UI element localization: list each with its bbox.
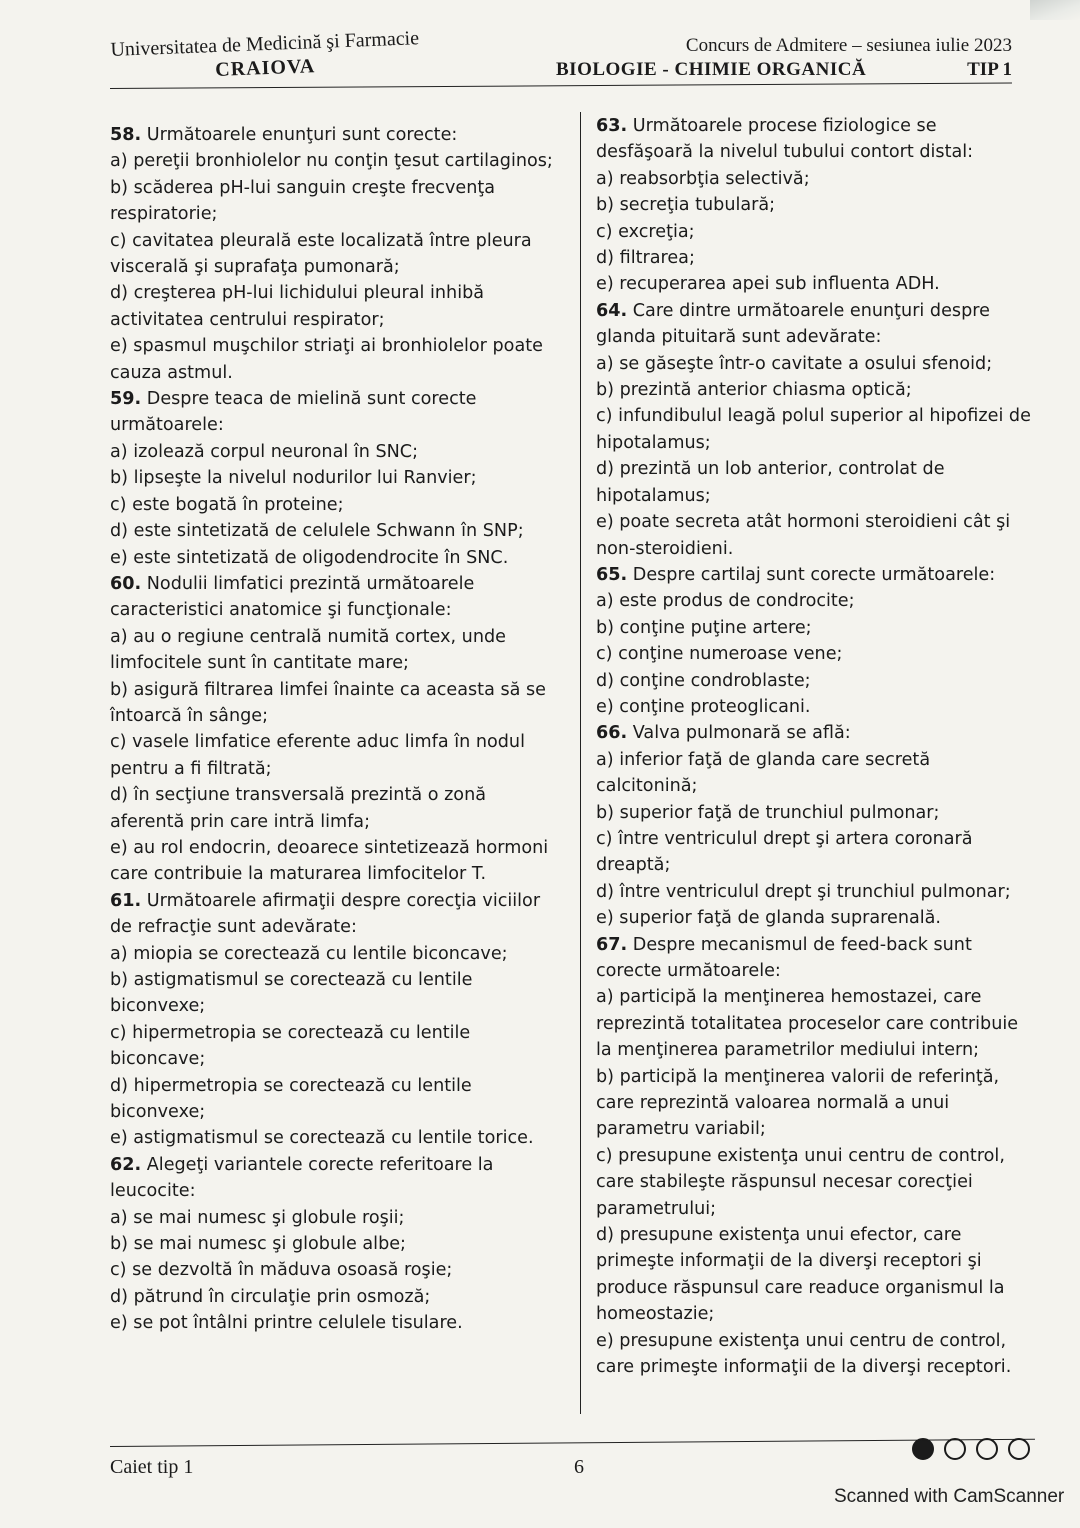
answer-option: c) vasele limfatice eferente aduc limfa în nodul pentru a fi filtrată;	[110, 732, 525, 779]
footer-rule	[110, 1439, 1035, 1447]
answer-option: c) excreţia;	[596, 221, 695, 242]
answer-option: e) presupune existenţa unui centru de control, care primeşte informaţii de la diverşi receptori.	[596, 1330, 1012, 1378]
answer-option: e) conţine proteoglicani.	[596, 696, 811, 717]
answer-option: b) conţine puţine artere;	[596, 617, 812, 638]
answer-option: a) izolează corpul neuronal în SNC;	[110, 441, 419, 462]
question-number: 63.	[596, 116, 628, 136]
question-stem	[596, 298, 1036, 351]
answer-option: b) secreţia tubulară;	[596, 195, 776, 216]
page-number: 6	[574, 1456, 584, 1478]
answer-option: a) reabsorbţia selectivă;	[596, 168, 810, 189]
answer-option: b) participă la menţinerea valorii de referinţă, care reprezintă valoarea normală a unui parametru variabil;	[596, 1066, 1000, 1140]
question-number: 61.	[110, 890, 142, 911]
answer-option: d) presupune existenţa unui efector, care primeşte informaţii de la diverşi receptori şi produce răspunsul care readuce organismul la homeostazie;	[596, 1225, 1005, 1325]
answer-option: e) spasmul muşchilor striaţi ai bronhiolelor poate cauza astmul.	[110, 336, 543, 383]
question-number: 65.	[596, 564, 628, 585]
question-number: 67.	[596, 934, 628, 955]
answer-option: b) astigmatismul se corectează cu lentile biconvexe;	[110, 970, 473, 1017]
answer-option: a) miopia se corectează cu lentile biconcave;	[110, 943, 508, 964]
question-number: 59.	[110, 389, 142, 410]
empty-circle-icon	[976, 1438, 998, 1460]
answer-option: d) este sintetizată de celulele Schwann în SNP;	[110, 521, 524, 542]
question-stem	[596, 932, 1036, 985]
question-stem	[596, 720, 1036, 746]
exam-session: Concurs de Admitere – sesiunea iulie 2023	[685, 35, 1012, 56]
empty-circle-icon	[944, 1438, 966, 1460]
answer-option: c) este bogată în proteine;	[110, 494, 344, 515]
answer-option: a) participă la menţinerea hemostazei, care reprezintă totalitatea proceselor care contribuie la menţinerea parametrilor mediului intern;	[596, 987, 1019, 1061]
answer-option: c) cavitatea pleurală este localizată între pleura viscerală şi suprafaţa pumonară;	[110, 230, 532, 278]
question-text: Următoarele afirmaţii despre corecţia viciilor de refracţie sunt adevărate:	[110, 890, 541, 938]
left-question-column	[110, 122, 565, 1337]
answer-option: b) lipseşte la nivelul nodurilor lui Ranvier;	[110, 468, 477, 489]
question-text: Despre cartilaj sunt corecte următoarele:	[632, 564, 996, 585]
filled-circle-icon	[912, 1438, 934, 1460]
question-stem	[596, 562, 1036, 588]
question-number: 60.	[110, 573, 142, 594]
scanner-watermark: Scanned with CamScanner	[834, 1486, 1065, 1507]
exam-subject: BIOLOGIE - CHIMIE ORGANICĂ	[556, 59, 867, 80]
answer-option: d) hipermetropia se corectează cu lentile biconvexe;	[110, 1075, 472, 1123]
answer-option: a) se găseşte într-o cavitate a osului sfenoid;	[596, 353, 993, 374]
answer-option: d) prezintă un lob anterior, controlat de hipotalamus;	[596, 459, 945, 506]
answer-option: e) poate secreta atât hormoni steroidieni cât şi non-steroidieni.	[596, 512, 1011, 559]
answer-option: e) superior faţă de glanda suprarenală.	[596, 908, 942, 929]
answer-option: c) presupune existenţa unui centru de control, care stabileşte răspunsul necesar corecţiei parametrului;	[596, 1145, 1005, 1219]
question-stem	[110, 1152, 565, 1205]
question-text: Următoarele procese fiziologice se desfăşoară la nivelul tubului contort distal:	[596, 116, 974, 163]
question-text: Următoarele enunţuri sunt corecte:	[146, 125, 458, 145]
booklet-label: Caiet tip 1	[110, 1456, 194, 1478]
question-stem	[110, 888, 565, 941]
answer-option: b) scăderea pH-lui sanguin creşte frecvenţa respiratorie;	[110, 177, 496, 225]
answer-option: c) între ventriculul drept şi artera coronară dreaptă;	[596, 828, 973, 876]
empty-circle-icon	[1008, 1438, 1030, 1460]
question-number: 62.	[110, 1154, 142, 1175]
booklet-type-indicator	[912, 1438, 1030, 1460]
question-text: Despre mecanismul de feed-back sunt corecte următoarele:	[596, 934, 972, 981]
question-number: 64.	[596, 300, 628, 321]
answer-option: e) astigmatismul se corectează cu lentile torice.	[110, 1128, 534, 1149]
question-stem	[110, 386, 565, 439]
answer-option: b) se mai numesc şi globule albe;	[110, 1234, 406, 1255]
question-text: Nodulii limfatici prezintă următoarele caracteristici anatomice şi funcţionale:	[110, 573, 475, 621]
answer-option: c) se dezvoltă în măduva osoasă roşie;	[110, 1260, 453, 1281]
answer-option: d) între ventriculul drept şi trunchiul pulmonar;	[596, 881, 1011, 902]
page-corner-shadow	[1030, 0, 1080, 20]
answer-option: a) pereţii bronhiolelor nu conţin ţesut cartilaginos;	[110, 151, 553, 172]
question-text: Care dintre următoarele enunţuri despre glanda pituitară sunt adevărate:	[596, 300, 990, 348]
answer-option: b) superior faţă de trunchiul pulmonar;	[596, 802, 940, 823]
answer-option: e) este sintetizată de oligodendrocite în SNC.	[110, 547, 509, 568]
answer-option: c) conţine numeroase vene;	[596, 644, 843, 665]
university-name: Universitatea de Medicină şi Farmacie	[110, 27, 420, 61]
answer-option: e) se pot întâlni printre celulele tisulare.	[110, 1313, 463, 1334]
question-text: Valva pulmonară se află:	[632, 723, 851, 744]
answer-option: b) prezintă anterior chiasma optică;	[596, 380, 912, 401]
answer-option: a) au o regiune centrală numită cortex, unde limfocitele sunt în cantitate mare;	[110, 626, 506, 674]
answer-option: a) inferior faţă de glanda care secretă calcitonină;	[596, 749, 931, 797]
answer-option: c) hipermetropia se corectează cu lentile biconcave;	[110, 1022, 471, 1070]
column-divider	[580, 112, 581, 1414]
answer-option: a) este produs de condrocite;	[596, 591, 855, 612]
answer-option: d) filtrarea;	[596, 248, 695, 269]
question-text: Despre teaca de mielină sunt corecte următoarele:	[110, 389, 477, 436]
answer-option: c) infundibulul leagă polul superior al hipofizei de hipotalamus;	[596, 406, 1031, 453]
question-text: Alegeţi variantele corecte referitoare la leucocite:	[110, 1154, 494, 1202]
header-institution	[110, 23, 512, 86]
right-question-column	[596, 113, 1036, 1381]
answer-option: a) se mai numesc şi globule roşii;	[110, 1207, 405, 1228]
answer-option: b) asigură filtrarea limfei înainte ca aceasta să se întoarcă în sânge;	[110, 679, 546, 726]
answer-option: e) recuperarea apei sub influenta ADH.	[596, 274, 940, 295]
answer-option: d) în secţiune transversală prezintă o zonă aferentă prin care intră limfa;	[110, 785, 487, 832]
header-exam-info	[556, 34, 1016, 82]
answer-option: d) conţine condroblaste;	[596, 670, 811, 691]
question-number: 58.	[110, 125, 142, 145]
answer-option: d) creşterea pH-lui lichidului pleural inhibă activitatea centrului respirator;	[110, 283, 485, 330]
header-rule	[110, 82, 1012, 89]
answer-option: e) au rol endocrin, deoarece sintetizează hormoni care contribuie la maturarea limfocitelor T.	[110, 837, 549, 885]
question-stem	[110, 571, 565, 624]
question-number: 66.	[596, 723, 628, 744]
answer-option: d) pătrund în circulaţie prin osmoză;	[110, 1286, 431, 1307]
question-stem	[596, 113, 1036, 166]
university-city: CRAIOVA	[214, 55, 316, 81]
question-stem	[110, 122, 565, 148]
exam-type: TIP 1	[967, 59, 1012, 80]
